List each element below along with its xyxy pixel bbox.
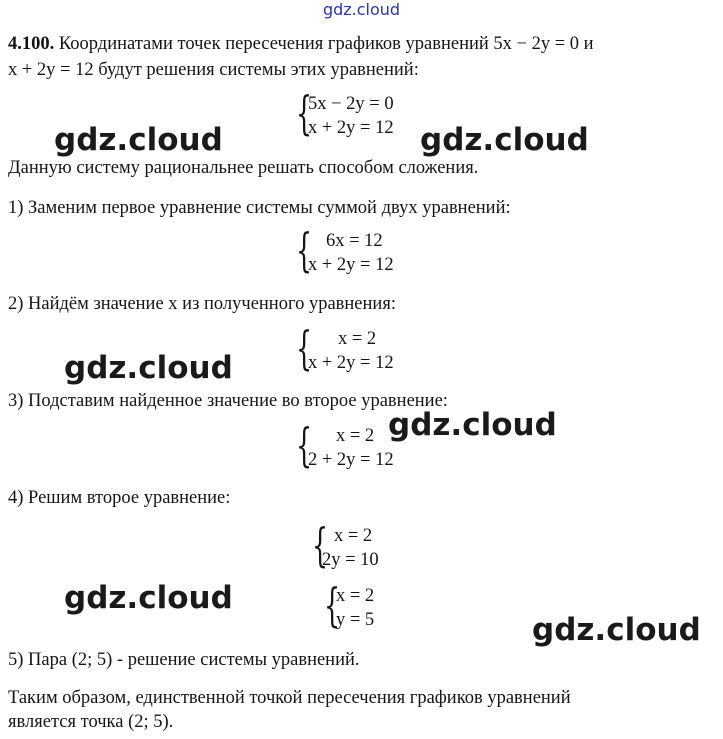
equation: x + 2y = 12: [308, 353, 394, 373]
brace-icon: {: [296, 86, 313, 140]
top-watermark: gdz.cloud: [322, 0, 401, 19]
equation: 2y = 10: [322, 550, 379, 570]
watermark: gdz.cloud: [388, 407, 557, 443]
system-step-4a: [312, 518, 432, 576]
equation: y = 5: [336, 610, 375, 630]
brace-icon: {: [312, 518, 329, 572]
equation: x = 2: [334, 526, 373, 546]
equation: x + 2y = 12: [308, 255, 394, 275]
task-line-2: x + 2y = 12 будут решения системы этих уравнений:: [8, 60, 419, 80]
watermark: gdz.cloud: [64, 580, 233, 616]
task-line-1: [8, 32, 594, 56]
equation: x = 2: [336, 586, 375, 606]
equation: 6x = 12: [326, 231, 383, 251]
task-number: 4.100.: [8, 34, 55, 54]
equation: x + 2y = 12: [308, 118, 394, 138]
system-step-1: [296, 223, 436, 281]
equation: 2 + 2y = 12: [308, 450, 394, 470]
step-4-text: 4) Решим второе уравнение:: [8, 488, 231, 508]
watermark: gdz.cloud: [54, 122, 223, 158]
equation: x = 2: [336, 426, 375, 446]
step-3-text: 3) Подставим найденное значение во второе уравнение:: [8, 391, 448, 411]
step-2-text: 2) Найдём значение x из полученного уравнения:: [8, 294, 396, 314]
system-step-4b: [324, 578, 424, 636]
conclusion-line-1: Таким образом, единственной точкой пересечения графиков уравнений: [8, 688, 571, 708]
step-5-text: 5) Пара (2; 5) - решение системы уравнений.: [8, 650, 360, 670]
brace-icon: {: [296, 321, 313, 375]
watermark: gdz.cloud: [64, 350, 233, 386]
system-step-2: [296, 321, 436, 379]
brace-icon: {: [296, 418, 313, 472]
intro-text: Данную систему рациональнее решать способом сложения.: [8, 158, 479, 178]
brace-icon: {: [296, 223, 313, 277]
equation: x = 2: [338, 329, 377, 349]
watermark: gdz.cloud: [532, 612, 701, 648]
equation: 5x − 2y = 0: [308, 94, 394, 114]
brace-icon: {: [324, 578, 341, 632]
task-text-1: Координатами точек пересечения графиков уравнений 5x − 2y = 0 и: [58, 34, 594, 54]
system-initial: [296, 86, 436, 144]
watermark: gdz.cloud: [420, 122, 589, 158]
step-1-text: 1) Заменим первое уравнение системы суммой двух уравнений:: [8, 198, 511, 218]
conclusion-line-2: является точка (2; 5).: [8, 712, 174, 732]
